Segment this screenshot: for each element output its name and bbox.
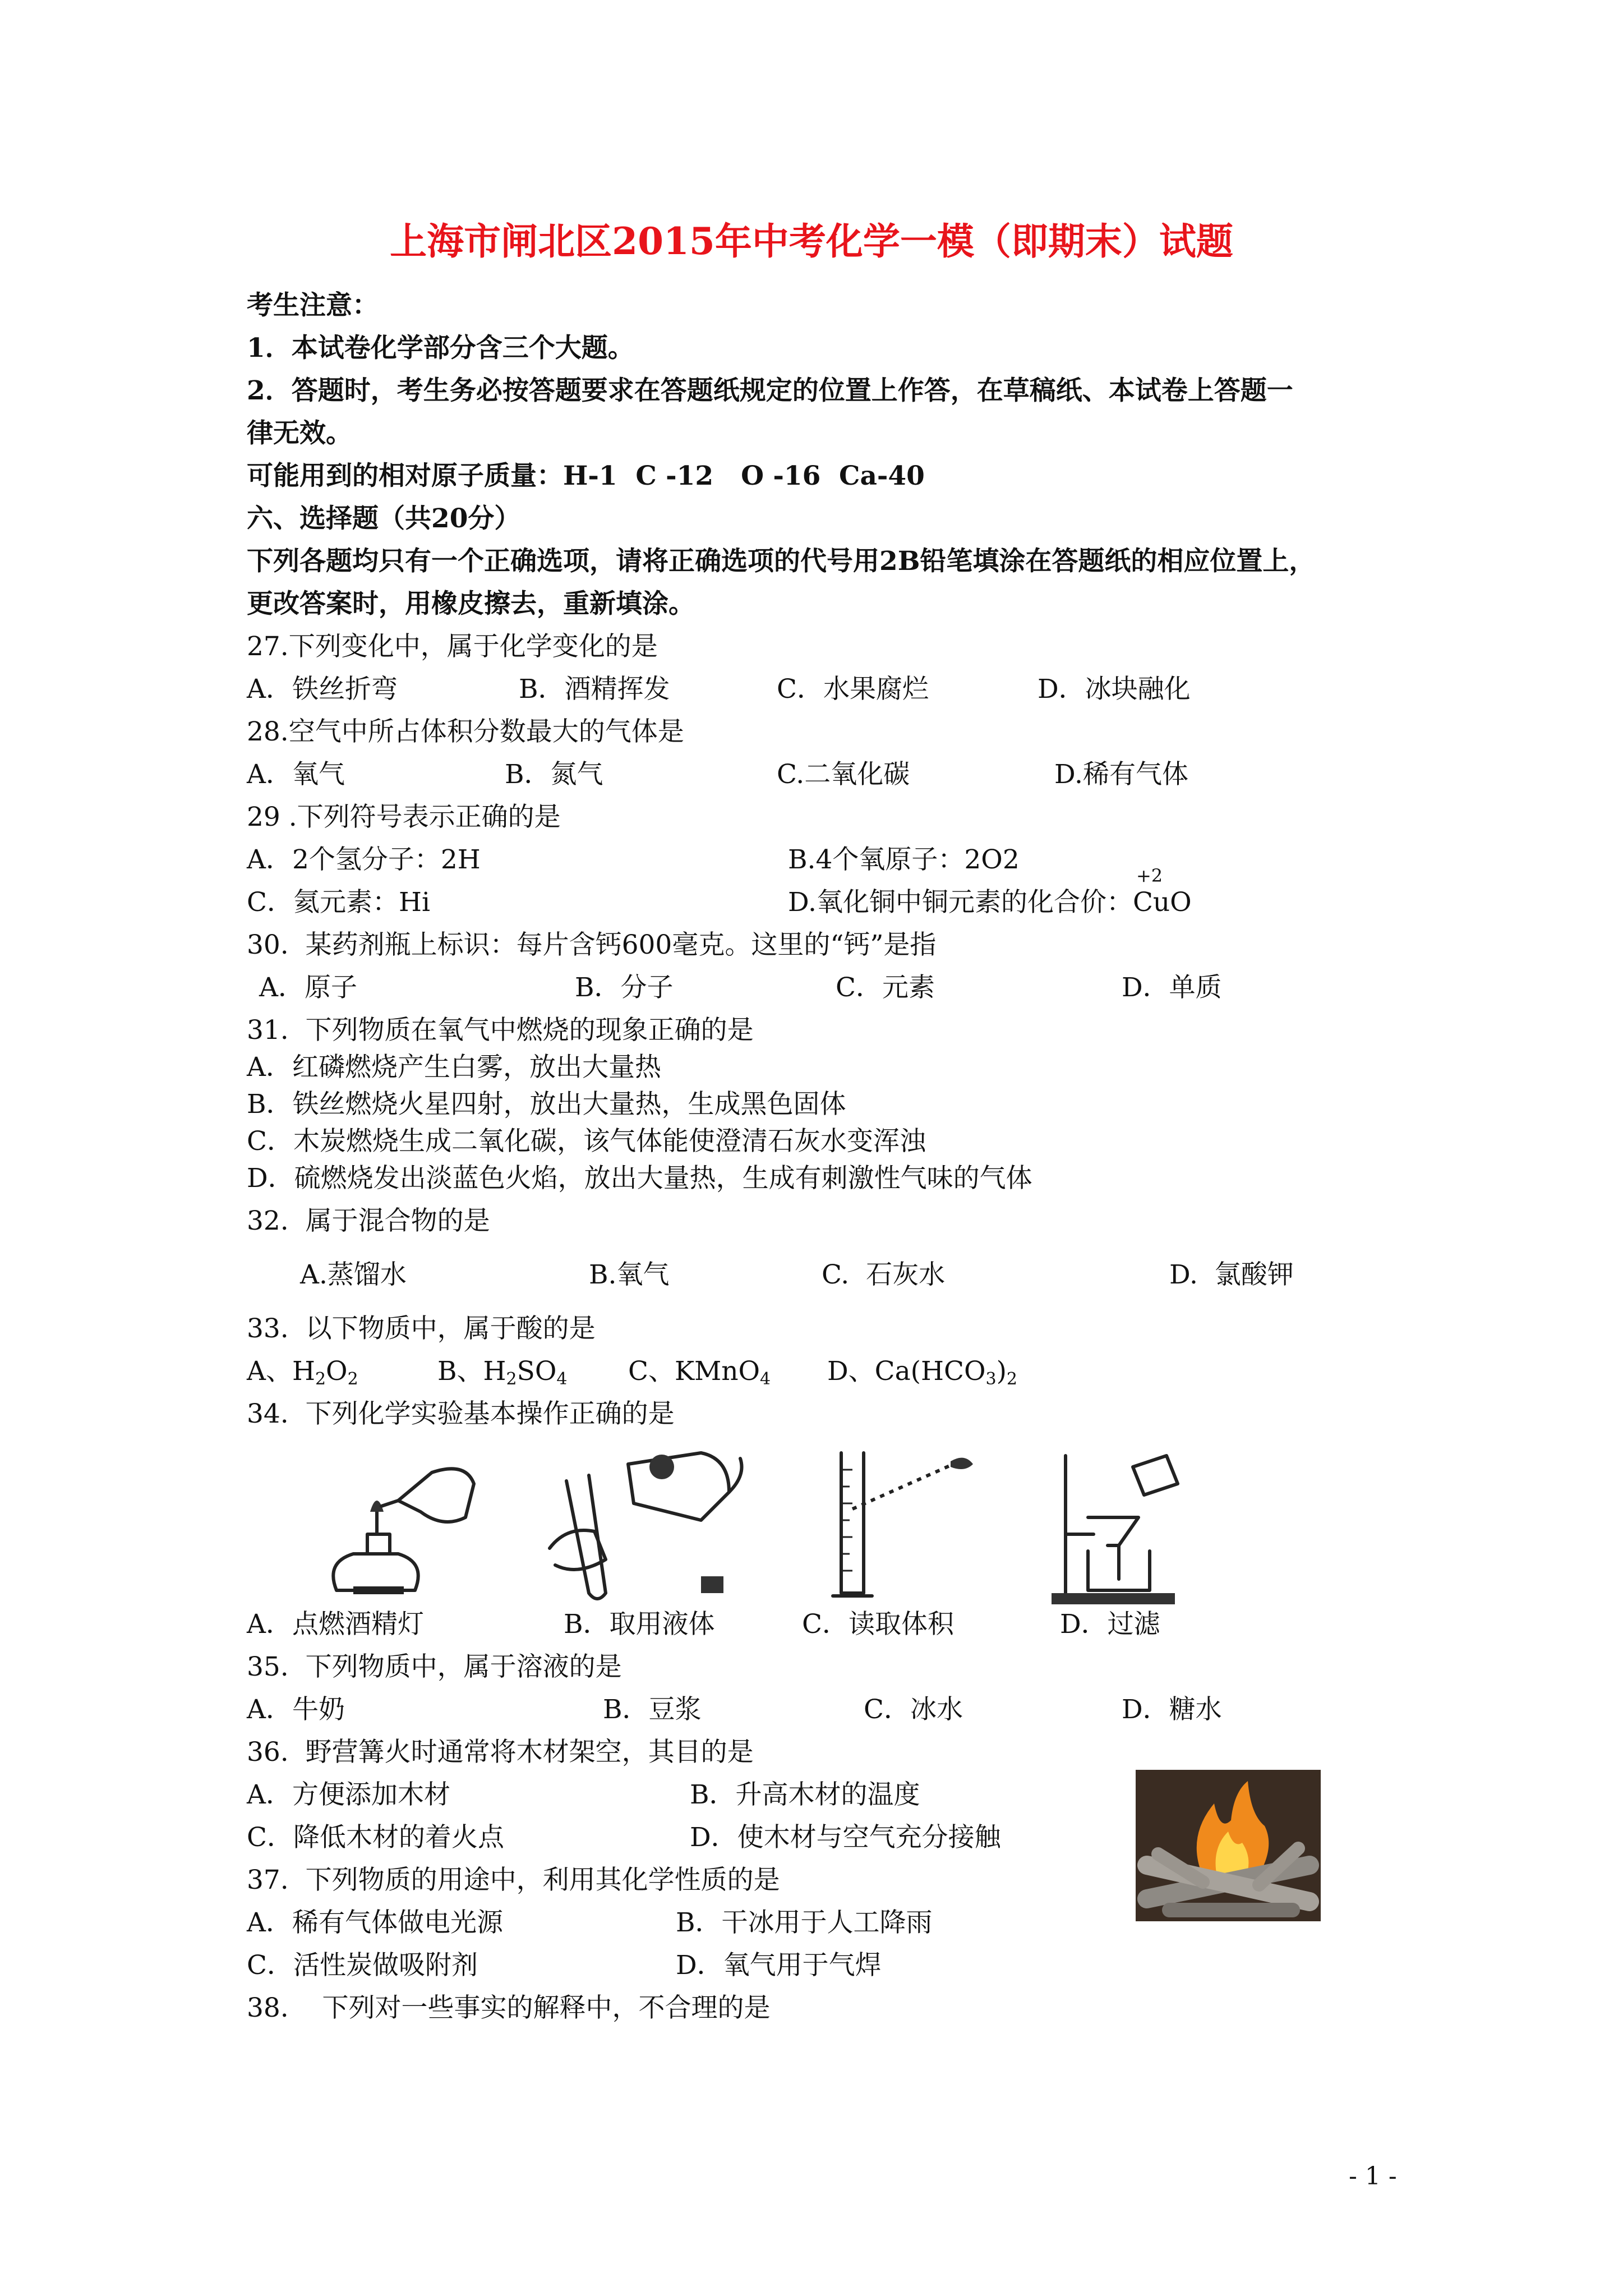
- sight-line: [852, 1464, 953, 1509]
- q33-a-mid: O: [326, 1356, 348, 1387]
- q30-option-d: D．单质: [1122, 972, 1222, 1003]
- q33-a-sub2: 2: [347, 1369, 358, 1389]
- q30-option-a: A．原子: [259, 972, 357, 1003]
- lamp-body: [333, 1554, 418, 1590]
- q27-stem: 27.下列变化中，属于化学变化的是: [247, 631, 658, 662]
- q33-b-mid: SO: [517, 1356, 557, 1387]
- notice-item-3: 律无效。: [247, 418, 352, 449]
- q29-option-c: C．氦元素：Hi: [247, 887, 430, 918]
- q28-option-d: D.稀有气体: [1054, 759, 1188, 790]
- q31-option-a: A．红磷燃烧产生白雾，放出大量热: [247, 1052, 661, 1083]
- q34-option-b: B．取用液体: [564, 1609, 715, 1640]
- q34-option-c: C．读取体积: [802, 1609, 954, 1640]
- q33-c-pre: C、KMnO: [628, 1356, 760, 1387]
- q33-d-pre: D、Ca(HCO: [827, 1356, 986, 1387]
- q34-option-d: D．过滤: [1060, 1609, 1160, 1640]
- notice-item-1: 1．本试卷化学部分含三个大题。: [247, 333, 634, 364]
- q37-option-c: C．活性炭做吸附剂: [247, 1950, 478, 1981]
- hand-right: [729, 1458, 742, 1492]
- q37-option-d: D．氧气用于气焊: [676, 1950, 882, 1981]
- section-instruction-1: 下列各题均只有一个正确选项，请将正确选项的代号用2B铅笔填涂在答题纸的相应位置上，: [247, 546, 1316, 577]
- q30-option-c: C．元素: [836, 972, 935, 1003]
- q29-option-b: B.4个氧原子：2O2: [788, 844, 1020, 875]
- q31-option-d: D．硫燃烧发出淡蓝色火焰，放出大量热，生成有刺激性气味的气体: [247, 1163, 1032, 1194]
- q33-stem: 33. 以下物质中，属于酸的是: [247, 1313, 596, 1344]
- q29-option-d-formula: CuO: [1132, 887, 1192, 918]
- q35-option-b: B．豆浆: [603, 1694, 702, 1725]
- q37-option-a: A．稀有气体做电光源: [247, 1907, 503, 1938]
- notice-item-2: 2．答题时，考生务必按答题要求在答题纸规定的位置上作答，在草稿纸、本试卷上答题一: [247, 375, 1293, 406]
- page-number: - 1 -: [1349, 2162, 1397, 2191]
- campfire-image: [1136, 1770, 1321, 1921]
- q36-option-d: D．使木材与空气充分接触: [690, 1822, 1001, 1853]
- q37-stem: 37. 下列物质的用途中，利用其化学性质的是: [247, 1865, 780, 1895]
- q29-option-a: A．2个氢分子：2H: [247, 844, 481, 875]
- page-title: 上海市闸北区2015年中考化学一模（即期末）试题: [390, 219, 1233, 263]
- figure-take-liquid: [544, 1442, 751, 1604]
- q27-option-d: D．冰块融化: [1038, 674, 1191, 705]
- q36-stem: 36. 野营篝火时通常将木材架空，其目的是: [247, 1737, 754, 1768]
- section-instruction-2: 更改答案时，用橡皮擦去，重新填涂。: [247, 588, 695, 619]
- q38-stem: 38. 下列对一些事实的解释中，不合理的是: [247, 1993, 771, 2023]
- q28-option-a: A．氧气: [247, 759, 345, 790]
- q36-option-c: C．降低木材的着火点: [247, 1822, 504, 1853]
- q33-option-c: [628, 1355, 771, 1388]
- q27-option-a: A．铁丝折弯: [247, 674, 398, 705]
- q32-stem: 32. 属于混合物的是: [247, 1205, 490, 1236]
- figure-alcohol-lamp: [314, 1450, 482, 1596]
- q33-option-b: [437, 1355, 567, 1388]
- q35-option-c: C．冰水: [864, 1694, 963, 1725]
- q28-option-c: C.二氧化碳: [777, 759, 910, 790]
- q29-option-d: [788, 865, 1192, 919]
- q30-stem: 30. 某药剂瓶上标识：每片含钙600毫克。这里的“钙”是指: [247, 930, 937, 960]
- q28-option-b: B．氮气: [505, 759, 603, 790]
- bottle-stopper: [649, 1455, 674, 1479]
- q29-option-d-label: D.氧化铜中铜元素的化合价：: [788, 887, 1133, 918]
- notice-heading: 考生注意：: [247, 290, 379, 321]
- q34-option-a: A．点燃酒精灯: [247, 1609, 424, 1640]
- cylinder-scale: [842, 1470, 852, 1571]
- figure-filtration: [1049, 1450, 1200, 1607]
- q29-valence-mark: +2: [1136, 865, 1163, 886]
- stopper-on-table: [701, 1576, 723, 1593]
- q33-c-sub1: 4: [760, 1369, 771, 1389]
- q35-stem: 35. 下列物质中，属于溶液的是: [247, 1651, 622, 1682]
- cylinder-wall: [841, 1453, 864, 1593]
- q36-option-a: A．方便添加木材: [247, 1779, 450, 1810]
- reagent-bottle: [628, 1453, 729, 1520]
- q33-b-sub2: 4: [556, 1369, 568, 1389]
- q32-option-b: B.氧气: [589, 1259, 670, 1290]
- q33-option-d: [827, 1355, 1017, 1388]
- pouring-beaker: [1133, 1456, 1178, 1495]
- q33-option-a: [247, 1355, 358, 1388]
- q33-a-pre: A、H: [247, 1356, 315, 1387]
- q33-a-sub1: 2: [315, 1369, 326, 1389]
- q31-stem: 31. 下列物质在氧气中燃烧的现象正确的是: [247, 1015, 754, 1046]
- q33-b-sub1: 2: [506, 1369, 517, 1389]
- section-title: 六、选择题（共20分）: [247, 503, 521, 534]
- q33-d-sub1: 3: [985, 1369, 997, 1389]
- funnel: [1088, 1517, 1138, 1579]
- tilted-lamp: [398, 1469, 474, 1522]
- q35-option-a: A．牛奶: [247, 1694, 345, 1725]
- q33-d-mid: ): [996, 1356, 1007, 1387]
- q32-option-a: A.蒸馏水: [300, 1259, 407, 1290]
- q27-option-c: C．水果腐烂: [777, 674, 929, 705]
- eye-icon: [951, 1458, 973, 1469]
- q31-option-c: C．木炭燃烧生成二氧化碳，该气体能使澄清石灰水变浑浊: [247, 1126, 926, 1157]
- q36-option-b: B．升高木材的温度: [690, 1779, 920, 1810]
- q32-option-d: D. 氯酸钾: [1169, 1259, 1294, 1290]
- q28-stem: 28.空气中所占体积分数最大的气体是: [247, 716, 684, 747]
- stand-base: [1052, 1593, 1175, 1604]
- q31-option-b: B．铁丝燃烧火星四射，放出大量热，生成黑色固体: [247, 1089, 846, 1120]
- q32-option-c: C. 石灰水: [822, 1259, 946, 1290]
- q29-stem: 29 .下列符号表示正确的是: [247, 802, 561, 832]
- lamp-neck: [367, 1534, 390, 1554]
- atomic-mass-line: 可能用到的相对原子质量：H-1 C -12 O -16 Ca-40: [247, 461, 925, 491]
- q35-option-d: D．糖水: [1122, 1694, 1222, 1725]
- test-tube: [566, 1475, 606, 1599]
- q29-option-d-formula-wrap: [1132, 865, 1192, 919]
- q37-option-b: B．干冰用于人工降雨: [676, 1907, 933, 1938]
- q27-option-b: B．酒精挥发: [519, 674, 670, 705]
- tilted-lamp-wick: [381, 1501, 398, 1506]
- figure-read-volume: [830, 1447, 976, 1604]
- q30-option-b: B．分子: [575, 972, 674, 1003]
- q33-d-sub2: 2: [1006, 1369, 1018, 1389]
- q34-stem: 34. 下列化学实验基本操作正确的是: [247, 1398, 675, 1429]
- q33-b-pre: B、H: [437, 1356, 506, 1387]
